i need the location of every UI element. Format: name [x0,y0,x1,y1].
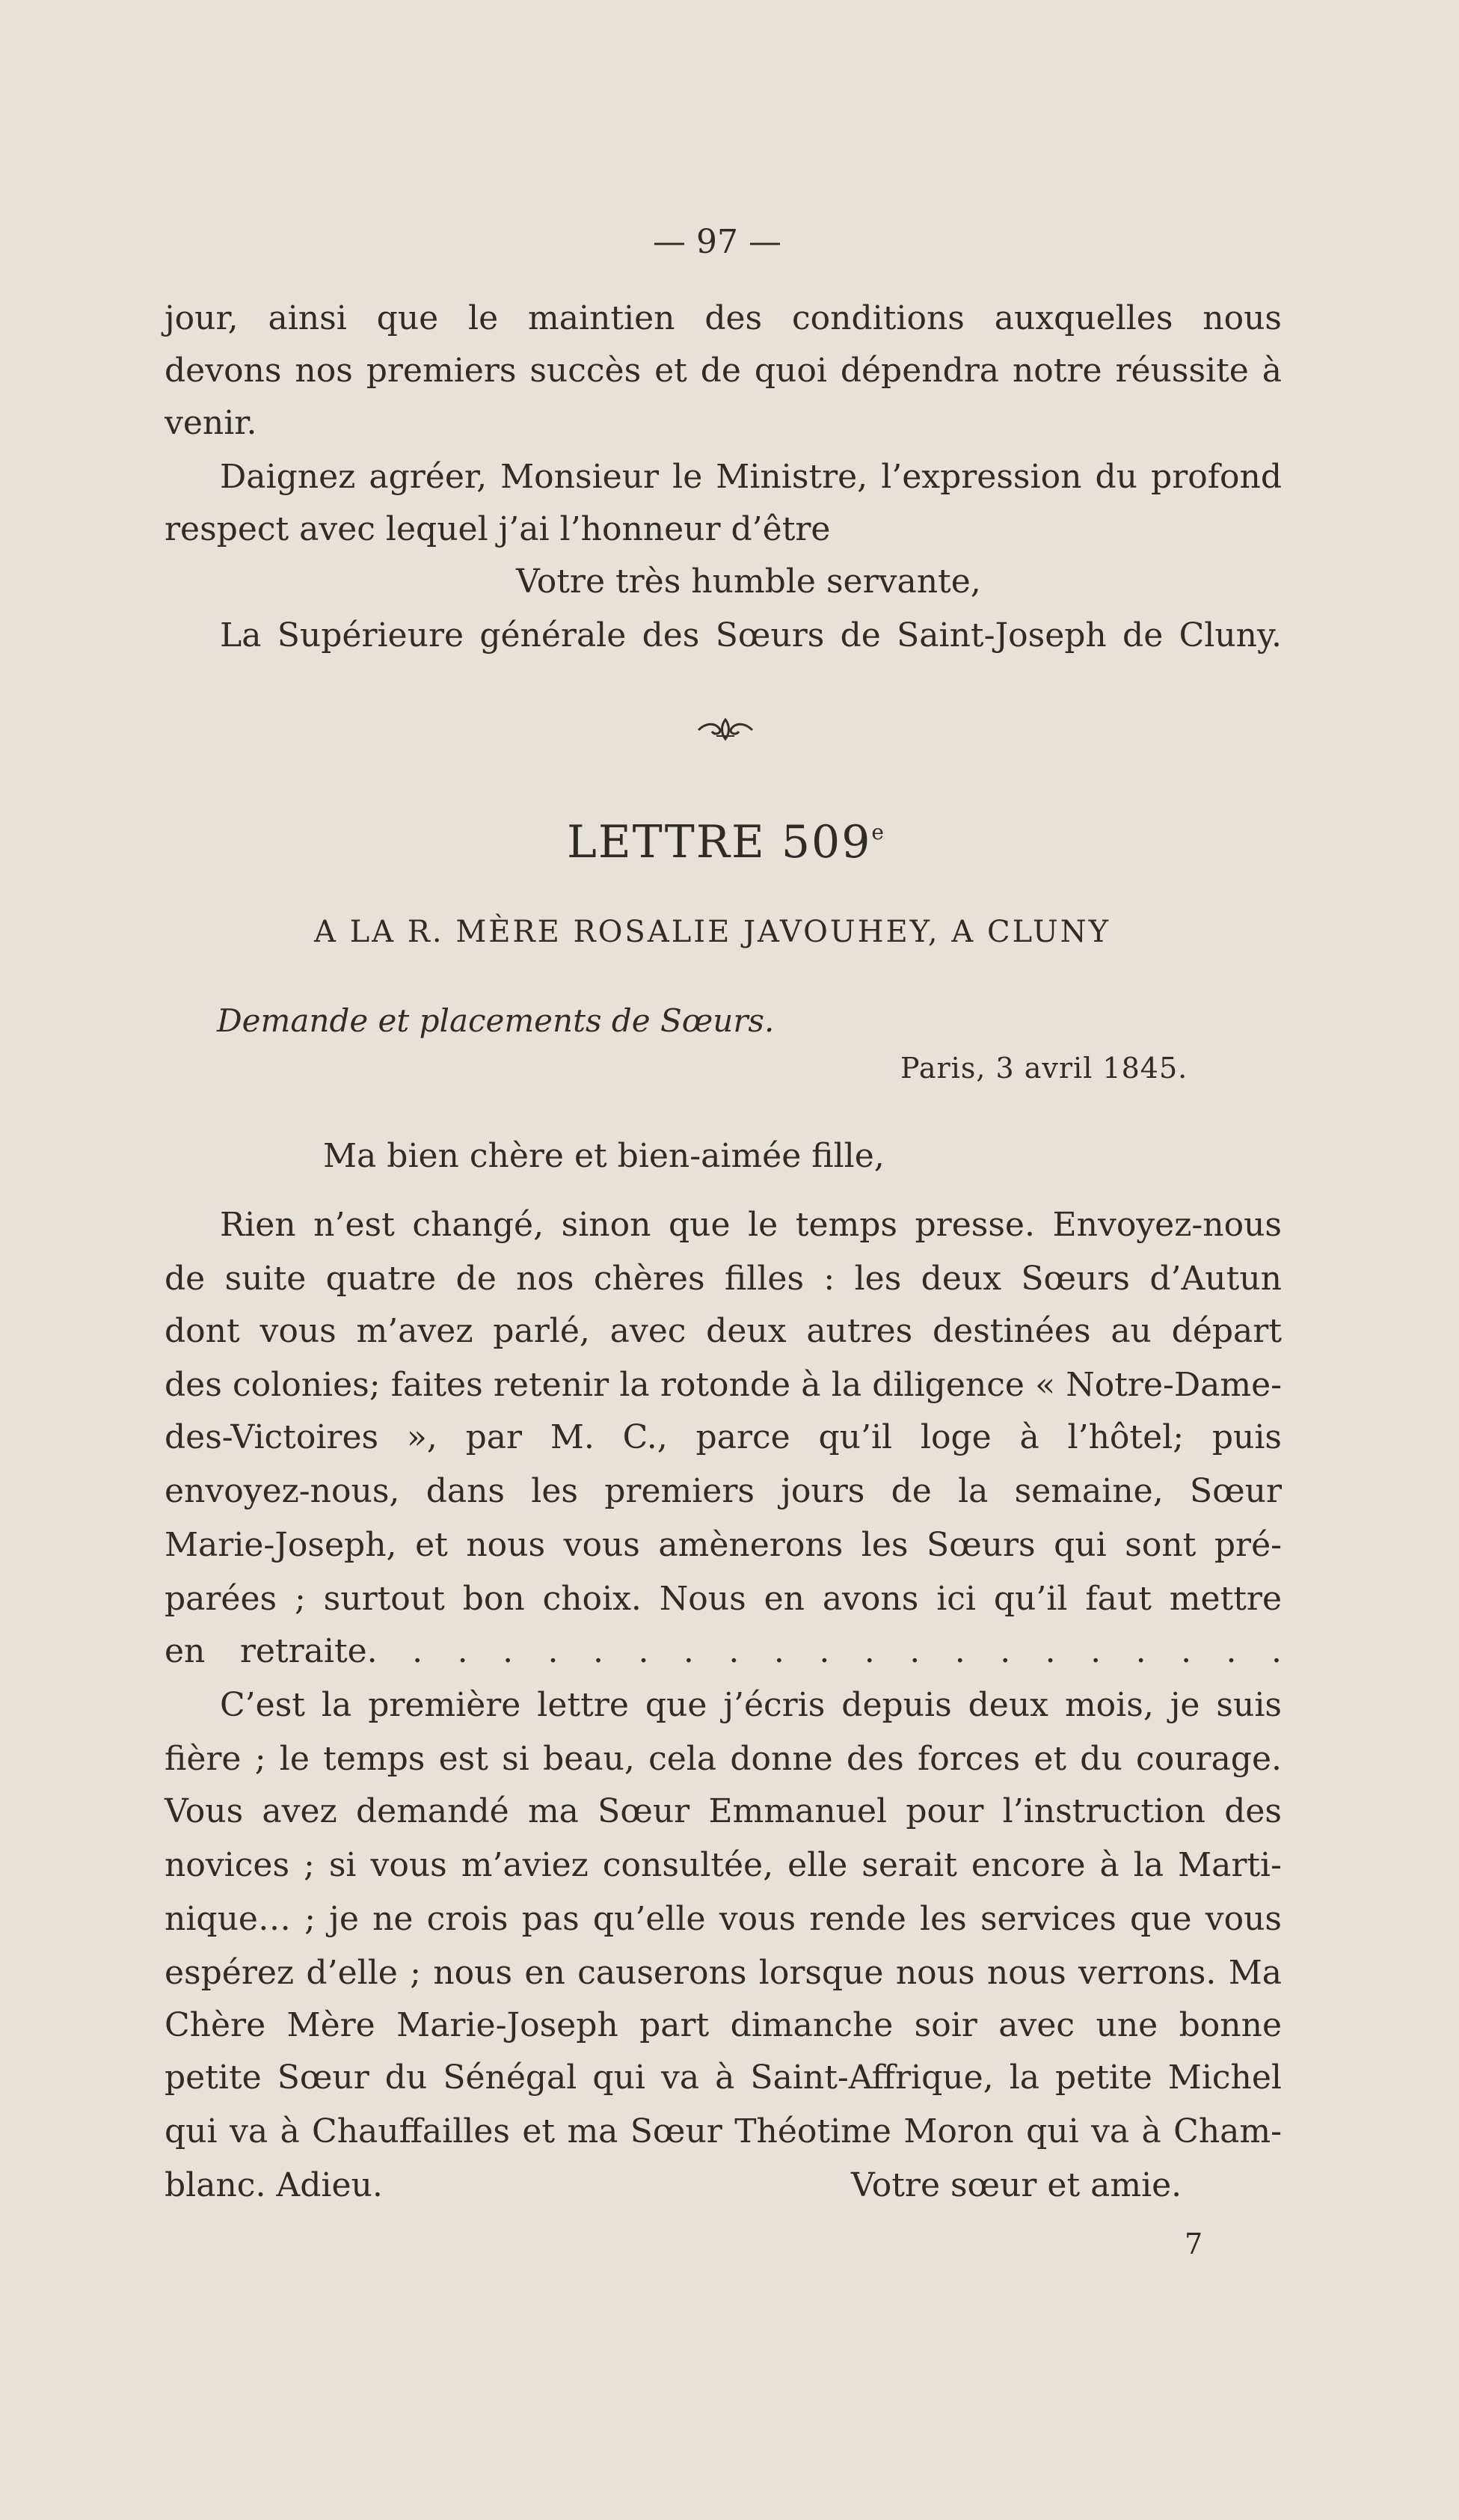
text-line: jour, ainsi que le maintien des conditions auxquelles nous [165,299,1282,337]
text-line: C’est la première lettre que j’écris depuis deux mois, je suis [220,1686,1282,1724]
page-number: — 97 — [653,223,781,261]
fleuron-ornament-icon [697,717,754,742]
text-line: nique… ; je ne crois pas qu’elle vous rende les services que vous [165,1900,1282,1938]
text-line-end: blanc. Adieu. [165,2166,383,2204]
text-line: venir. [165,404,257,442]
letter-summary: Demande et placements de Sœurs. [217,1002,775,1039]
text-line: devons nos premiers succès et de quoi dépendra notre réussite à [165,352,1282,390]
place-date: Paris, 3 avril 1845. [900,1052,1188,1085]
salutation: Ma bien chère et bien-aimée fille, [323,1137,885,1175]
text-line: fière ; le temps est si beau, cela donne des forces et du courage. [165,1740,1282,1778]
signature: La Supérieure générale des Sœurs de Saint-Joseph de Cluny. [220,616,1282,654]
text-line: novices ; si vous m’aviez consultée, elle serait encore à la Marti- [165,1846,1282,1884]
text-line: dont vous m’avez parlé, avec deux autres destinées au départ [165,1312,1282,1350]
text-line: espérez d’elle ; nous en causerons lorsque nous nous verrons. Ma [165,1954,1282,1992]
text-line: respect avec lequel j’ai l’honneur d’être [165,510,831,548]
text-line: en retraite. . . . . . . . . . . . . . . . . . . . . [165,1632,1282,1670]
text-line: des colonies; faites retenir la rotonde à la diligence « Notre-Dame- [165,1366,1282,1404]
letter-closing: Votre sœur et amie. [851,2166,1182,2204]
letter-title: LETTRE 509e [567,816,885,868]
text-line: parées ; surtout bon choix. Nous en avons ici qu’il faut mettre [165,1580,1282,1618]
text-line: petite Sœur du Sénégal qui va à Saint-Affrique, la petite Michel [165,2058,1282,2097]
text-line: des-Victoires », par M. C., parce qu’il loge à l’hôtel; puis [165,1418,1282,1456]
text-line: envoyez-nous, dans les premiers jours de la semaine, Sœur [165,1472,1282,1510]
letter-recipient: A LA R. MÈRE ROSALIE JAVOUHEY, A CLUNY [314,915,1111,949]
text-line: Marie-Joseph, et nous vous amènerons les Sœurs qui sont pré- [165,1526,1282,1564]
text-line: Vous avez demandé ma Sœur Emmanuel pour l’instruction des [165,1792,1282,1830]
text-line: Chère Mère Marie-Joseph part dimanche soir avec une bonne [165,2006,1282,2044]
text-line: Daignez agréer, Monsieur le Ministre, l’expression du profond [220,458,1282,496]
signature-mark: 7 [1185,2228,1204,2260]
text-line: qui va à Chauffailles et ma Sœur Théotime Moron qui va à Cham- [165,2112,1282,2150]
letter-title-superscript: e [871,820,885,844]
text-line: Rien n’est changé, sinon que le temps presse. Envoyez-nous [220,1206,1282,1244]
text-line: de suite quatre de nos chères filles : les deux Sœurs d’Autun [165,1260,1282,1298]
closing-formula: Votre très humble servante, [516,562,981,601]
